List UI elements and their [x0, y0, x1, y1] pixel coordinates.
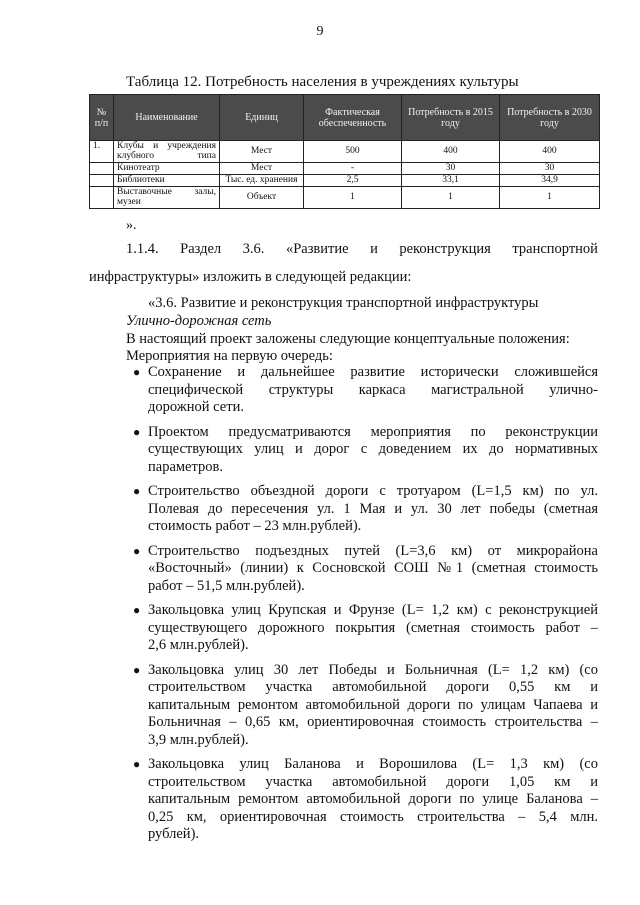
bullet-icon: ●: [133, 603, 141, 617]
amendment-clause-line2: инфраструктуры» изложить в следующей редакции:: [89, 269, 412, 285]
row-name-text: Выставочные залы, музеи: [117, 187, 216, 208]
row-need-2030: 30: [500, 163, 600, 175]
clause-word: 1.1.4.: [126, 241, 159, 257]
list-item: [126, 483, 598, 536]
row-need-2030: 34,9: [500, 175, 600, 187]
clause-word: 3.6.: [242, 241, 265, 257]
list-item-text: [148, 543, 598, 596]
text-line: 3,9 млн.рублей).: [148, 731, 249, 748]
list-item: [126, 364, 598, 417]
row-name: Библиотеки: [114, 175, 220, 187]
row-unit: Тыс. ед. хранения: [220, 175, 304, 187]
list-item: [126, 662, 598, 750]
row-need-2030: 400: [500, 141, 600, 163]
text-line: существующего дорожного покрытия (сметная стоимость работ –: [148, 619, 598, 636]
text-line: капитальным ремонтом автомобильной дороги по улице Баланова –: [148, 791, 598, 807]
text-line: Закольцовка улиц 30 лет Победы и Больничная (L= 1,2 км) (со: [148, 661, 598, 678]
clause-word: Раздел: [180, 241, 222, 257]
subheading: Улично-дорожная сеть: [126, 313, 272, 329]
row-name: [114, 141, 220, 163]
text-line: работ – 51,5 млн.рублей).: [148, 577, 305, 594]
text-line: 2,6 млн.рублей).: [148, 637, 249, 653]
header-index: № п/п: [90, 95, 114, 141]
section-heading: «3.6. Развитие и реконструкция транспортной инфраструктуры: [148, 295, 539, 311]
list-item: [126, 424, 598, 477]
bullet-icon: ●: [133, 662, 141, 677]
row-actual: 1: [304, 187, 402, 209]
row-index: [90, 163, 114, 175]
row-unit: Мест: [220, 163, 304, 175]
text-line: Сохранение и дальнейшее развитие исторически сложившейся: [148, 364, 598, 380]
text-line: дорожной сети.: [148, 399, 244, 415]
row-need-2015: 1: [402, 187, 500, 209]
text-line: строительством участка автомобильной дороги 0,55 км и: [148, 679, 598, 695]
measures-list: [126, 364, 598, 851]
text-line: Закольцовка улиц Баланова и Ворошилова (L= 1,3 км) (со: [148, 756, 598, 772]
row-actual: 2,5: [304, 175, 402, 187]
clause-word: реконструкция: [399, 241, 491, 257]
page-number: 9: [316, 24, 324, 39]
text-line: Полевая до пересечения ул. 1 Мая и ул. 30 лет победы (сметная: [148, 500, 598, 517]
row-unit: Мест: [220, 141, 304, 163]
row-unit: Объект: [220, 187, 304, 209]
row-name: [114, 187, 220, 209]
text-line: параметров.: [148, 458, 223, 475]
row-actual: 500: [304, 141, 402, 163]
text-line: Строительство подъездных путей (L=3,6 км) от микрорайона: [148, 542, 598, 559]
table-caption: Таблица 12. Потребность населения в учреждениях культуры: [126, 74, 519, 90]
table-row: [90, 141, 600, 163]
clause-word: транспортной: [512, 241, 598, 257]
text-line: Больничная – 0,65 км, ориентировочная стоимость строительства –: [148, 714, 598, 730]
list-item: [126, 756, 598, 844]
text-line: стоимость работ – 23 млн.рублей).: [148, 518, 362, 534]
text-line: специфической структуры каркаса магистральной улично-: [148, 381, 598, 398]
list-item-text: [148, 364, 598, 417]
row-need-2030: 1: [500, 187, 600, 209]
bullet-icon: ●: [133, 757, 141, 771]
text-line: Закольцовка улиц Крупская и Фрунзе (L= 1,2 км) с реконструкцией: [148, 602, 598, 618]
list-item: [126, 543, 598, 596]
row-index: [90, 175, 114, 187]
text-line: существующих улиц и дорог с доведением их до нормативных: [148, 441, 598, 457]
table-row: [90, 163, 600, 175]
row-need-2015: 400: [402, 141, 500, 163]
list-item-text: [148, 756, 598, 844]
row-name: Кинотеатр: [114, 163, 220, 175]
clause-word: и: [370, 241, 378, 257]
list-item-text: [148, 662, 598, 750]
text-line: капитальным ремонтом автомобильной дороги по улицам Чапаева и: [148, 696, 598, 713]
list-item: [126, 602, 598, 655]
row-index: 1.: [90, 141, 114, 163]
first-stage-heading: Мероприятия на первую очередь:: [126, 348, 333, 364]
table-header-row: [90, 95, 600, 141]
amendment-clause-line1: [126, 241, 598, 258]
row-need-2015: 33,1: [402, 175, 500, 187]
row-index: [90, 187, 114, 209]
text-line: рублей).: [148, 826, 200, 842]
header-name: Наименование: [114, 95, 220, 141]
list-item-text: [148, 602, 598, 655]
header-need-2030: Потребность в 2030 году: [500, 95, 600, 141]
header-need-2015: Потребность в 2015 году: [402, 95, 500, 141]
bullet-icon: ●: [133, 365, 141, 379]
table-row: [90, 175, 600, 187]
bullet-icon: ●: [133, 543, 141, 558]
culture-needs-table: [89, 94, 600, 209]
row-actual: -: [304, 163, 402, 175]
clause-word: «Развитие: [285, 241, 349, 257]
table-row: [90, 187, 600, 209]
list-item-text: [148, 483, 598, 536]
bullet-icon: ●: [133, 484, 141, 498]
text-line: «Восточный» (линии) к Сосновской СОШ №1 (сметная стоимость: [148, 560, 598, 576]
bullet-icon: ●: [133, 424, 141, 439]
intro-paragraph: В настоящий проект заложены следующие концептуальные положения:: [126, 331, 570, 347]
closing-quote: ».: [126, 218, 137, 233]
text-line: строительством участка автомобильной дороги 1,05 км и: [148, 773, 598, 790]
text-line: 0,25 км, ориентировочная стоимость строительства – 5,4 млн.: [148, 808, 598, 825]
header-unit: Единиц: [220, 95, 304, 141]
list-item-text: [148, 424, 598, 477]
row-name-text: Клубы и учреждения клубного типа: [117, 141, 216, 162]
text-line: Проектом предусматриваются мероприятия по реконструкции: [148, 423, 598, 440]
header-actual: Фактическая обеспеченность: [304, 95, 402, 141]
row-need-2015: 30: [402, 163, 500, 175]
text-line: Строительство объездной дороги с тротуаром (L=1,5 км) по ул.: [148, 483, 598, 499]
